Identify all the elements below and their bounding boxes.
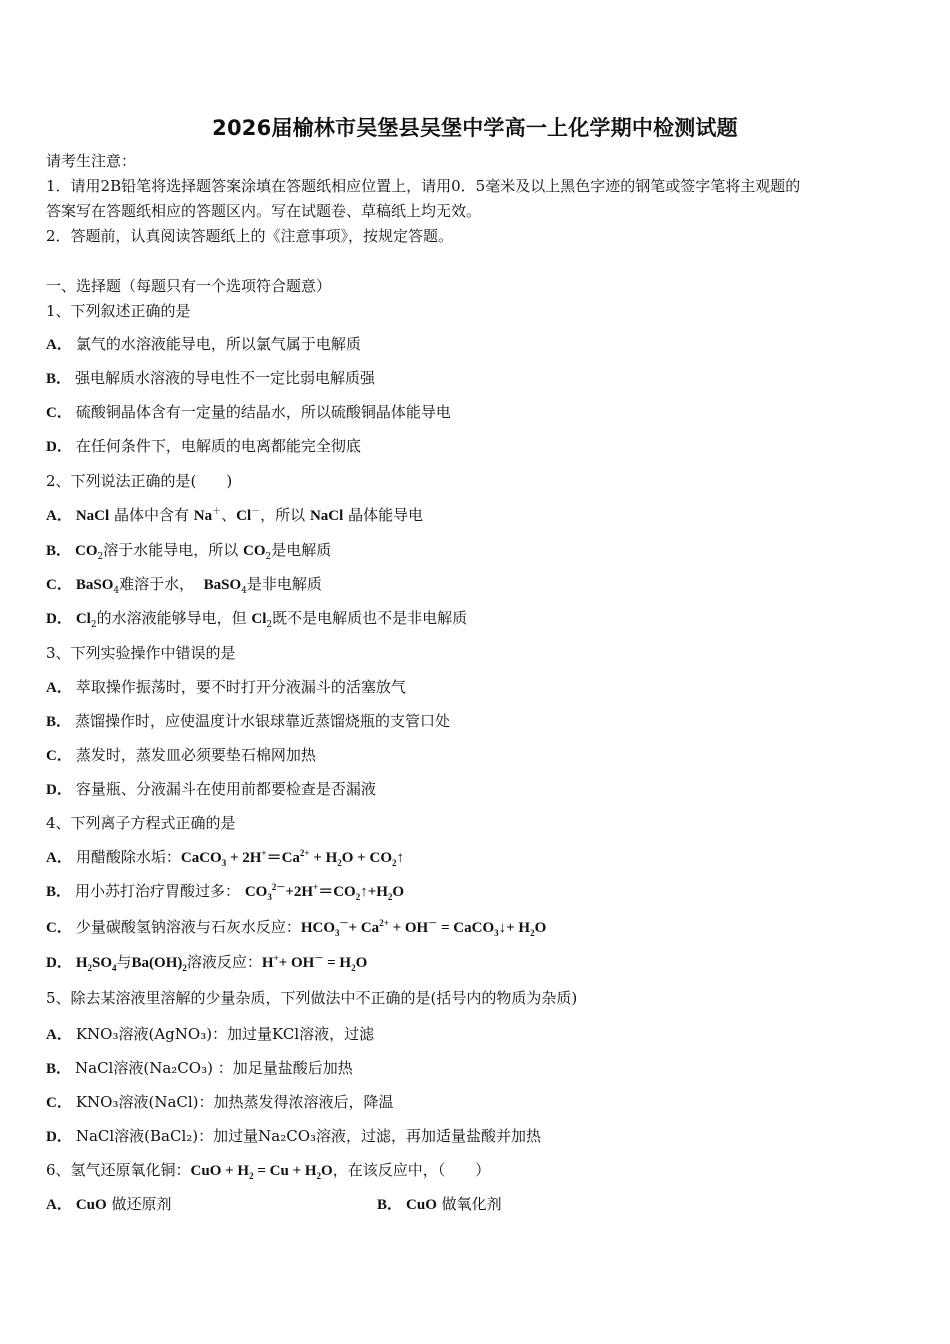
option-text: 用醋酸除水垢： <box>75 848 181 866</box>
formula: CO <box>75 543 98 559</box>
option-text: 溶于水能导电，所以 <box>103 541 239 559</box>
q1-option-d[interactable] <box>46 436 361 457</box>
question-6-stem <box>46 1160 490 1181</box>
question-4-stem: 4、下列离子方程式正确的是 <box>46 814 236 832</box>
question-2-stem: 2、下列说法正确的是( ) <box>46 472 233 490</box>
question-5-stem: 5、除去某溶液里溶解的少量杂质，下列做法中不正确的是(括号内的物质为杂质) <box>46 989 578 1007</box>
q5-option-b[interactable] <box>46 1058 353 1079</box>
formula: Na <box>193 508 213 524</box>
stem-text: ，在该反应中，（ ） <box>332 1161 491 1179</box>
q6-option-b[interactable] <box>377 1194 502 1215</box>
equation: CaCO$_3$ + $2H^+=Ca^{2+} + H_2O$ + $CO_2↑$ <box>180 848 404 868</box>
option-text: 做氧化剂 <box>441 1195 502 1213</box>
formula: NaCl <box>75 508 110 524</box>
q4-option-b[interactable] <box>46 881 404 902</box>
formula: Cl <box>251 611 267 627</box>
option-text: 是电解质 <box>271 541 332 559</box>
option-text: 难溶于水， <box>119 575 195 593</box>
option-letter: D． <box>46 1129 72 1145</box>
option-text: KNO₃溶液(AgNO₃)：加过量KCl溶液，过滤 <box>75 1025 375 1043</box>
formula: NaCl <box>309 508 344 524</box>
option-letter: C． <box>46 1095 72 1111</box>
option-letter: B． <box>46 884 72 900</box>
formula: Cl <box>236 508 252 524</box>
q5-option-c[interactable] <box>46 1092 394 1113</box>
option-text: NaCl溶液(BaCl₂)：加过量Na₂CO₃溶液，过滤，再加适量盐酸并加热 <box>75 1127 542 1145</box>
option-letter: C． <box>46 577 72 593</box>
option-text: 晶体中含有 <box>113 506 189 524</box>
option-letter: D． <box>46 955 72 971</box>
notice-line-1: 1．请用2B铅笔将选择题答案涂填在答题纸相应位置上，请用0．5毫米及以上黑色字迹的钢笔或签字笔将主观题的 <box>46 177 801 195</box>
q3-option-d[interactable] <box>46 779 376 800</box>
option-letter: A． <box>46 1027 72 1043</box>
formula: BaSO <box>203 577 242 593</box>
option-text: 是非电解质 <box>246 575 322 593</box>
notice-line-2: 2．答题前，认真阅读答题纸上的《注意事项》，按规定答题。 <box>46 227 454 245</box>
notice-line-1b: 答案写在答题纸相应的答题区内。写在试题卷、草稿纸上均无效。 <box>46 202 482 220</box>
question-1-stem: 1、下列叙述正确的是 <box>46 302 191 320</box>
option-letter: C． <box>46 920 72 936</box>
q2-option-d[interactable]: D． $Cl_2$的水溶液能够导电，但 $Cl_2$既不是电解质也不是非电解质 <box>46 609 468 630</box>
q2-option-c[interactable]: C． BaSO$_4$难溶于水， BaSO$_4$是非电解质 <box>46 575 322 596</box>
option-text: 强电解质水溶液的导电性不一定比弱电解质强 <box>75 369 376 387</box>
option-text: 晶体能导电 <box>348 506 424 524</box>
option-letter: B． <box>46 714 72 730</box>
equation: CuO + $H_2 = Cu + H_2O$ <box>190 1163 333 1181</box>
option-letter: B． <box>46 1061 72 1077</box>
stem-text: 6、氢气还原氧化铜： <box>46 1161 191 1179</box>
option-letter: A． <box>46 680 72 696</box>
option-text: 用小苏打治疗胃酸过多： <box>75 882 241 900</box>
option-text: NaCl溶液(Na₂CO₃) ：加足量盐酸后加热 <box>75 1059 353 1077</box>
option-text: 在任何条件下，电解质的电离都能完全彻底 <box>75 437 361 455</box>
q2-option-a[interactable]: A． NaCl 晶体中含有 Na＋、Cl－，所以 NaCl 晶体能导电 <box>46 506 424 524</box>
option-text: 溶液反应： <box>186 953 262 971</box>
option-text: 硫酸铜晶体含有一定量的结晶水，所以硫酸铜晶体能导电 <box>75 403 451 421</box>
q4-option-c[interactable] <box>46 917 546 938</box>
q1-option-b[interactable] <box>46 368 375 389</box>
q6-option-a[interactable] <box>46 1194 171 1215</box>
q4-option-a[interactable] <box>46 847 404 868</box>
section-heading: 一、选择题（每题只有一个选项符合题意） <box>46 277 332 295</box>
option-letter: B． <box>46 371 72 387</box>
option-letter: D． <box>46 439 72 455</box>
option-letter: A． <box>46 850 72 866</box>
formula: CO <box>243 543 266 559</box>
question-3-stem: 3、下列实验操作中错误的是 <box>46 644 236 662</box>
option-text: ，所以 <box>260 506 306 524</box>
option-text: 少量碳酸氢钠溶液与石灰水反应： <box>75 918 301 936</box>
option-letter: B． <box>377 1197 403 1213</box>
q1-option-c[interactable] <box>46 402 451 423</box>
q2-option-b[interactable]: B． $CO_2$溶于水能导电，所以 $CO_2$是电解质 <box>46 541 332 562</box>
equation: $H_2SO_4$ <box>75 955 117 973</box>
option-letter: C． <box>46 405 72 421</box>
option-letter: D． <box>46 611 72 627</box>
formula: BaSO <box>75 577 114 593</box>
formula: Cl <box>75 611 91 627</box>
q5-option-d[interactable] <box>46 1126 541 1147</box>
page-title: 2026届榆林市吴堡县吴堡中学高一上化学期中检测试题 <box>212 116 738 140</box>
option-text: 蒸发时，蒸发皿必须要垫石棉网加热 <box>75 746 316 764</box>
option-letter: A． <box>46 508 72 524</box>
q3-option-a[interactable] <box>46 677 406 698</box>
equation: $H^++ OH^- = H_2O$ <box>261 953 368 973</box>
q1-option-a[interactable] <box>46 334 361 355</box>
option-letter: B． <box>46 543 72 559</box>
option-letter: D． <box>46 782 72 798</box>
q3-option-c[interactable] <box>46 745 316 766</box>
q5-option-a[interactable] <box>46 1024 374 1045</box>
formula: CuO <box>406 1197 437 1213</box>
equation: $CO_3^{2-}+2H^+=CO_2↑+H_2O$ <box>244 882 405 902</box>
option-text: 既不是电解质也不是非电解质 <box>272 609 468 627</box>
option-text: 容量瓶、分液漏斗在使用前都要检查是否漏液 <box>75 780 376 798</box>
option-letter: A． <box>46 1197 72 1213</box>
option-text: 蒸馏操作时，应使温度计水银球靠近蒸馏烧瓶的支管口处 <box>75 712 451 730</box>
formula: CuO <box>75 1197 107 1213</box>
option-text: 氯气的水溶液能导电，所以氯气属于电解质 <box>75 335 361 353</box>
option-letter: C． <box>46 748 72 764</box>
option-text: 做还原剂 <box>111 1195 172 1213</box>
equation: $Ba(OH)_2$ <box>131 955 187 973</box>
notice-heading: 请考生注意： <box>46 152 137 170</box>
option-text: 萃取操作振荡时，要不时打开分液漏斗的活塞放气 <box>75 678 406 696</box>
equation: $HCO_3^-+ Ca^{2+} + OH^-$ = CaCO$_3$↓+ $H_2O$ <box>300 918 547 938</box>
q3-option-b[interactable] <box>46 711 450 732</box>
option-text: 、 <box>221 506 237 524</box>
option-text: KNO₃溶液(NaCl)：加热蒸发得浓溶液后，降温 <box>75 1093 394 1111</box>
option-text: 的水溶液能够导电，但 <box>96 609 247 627</box>
q4-option-d[interactable]: D． $H_2SO_4$与$Ba(OH)_2$溶液反应：$H^++ OH^- = H_2O$ <box>46 953 368 973</box>
option-letter: A． <box>46 337 72 353</box>
